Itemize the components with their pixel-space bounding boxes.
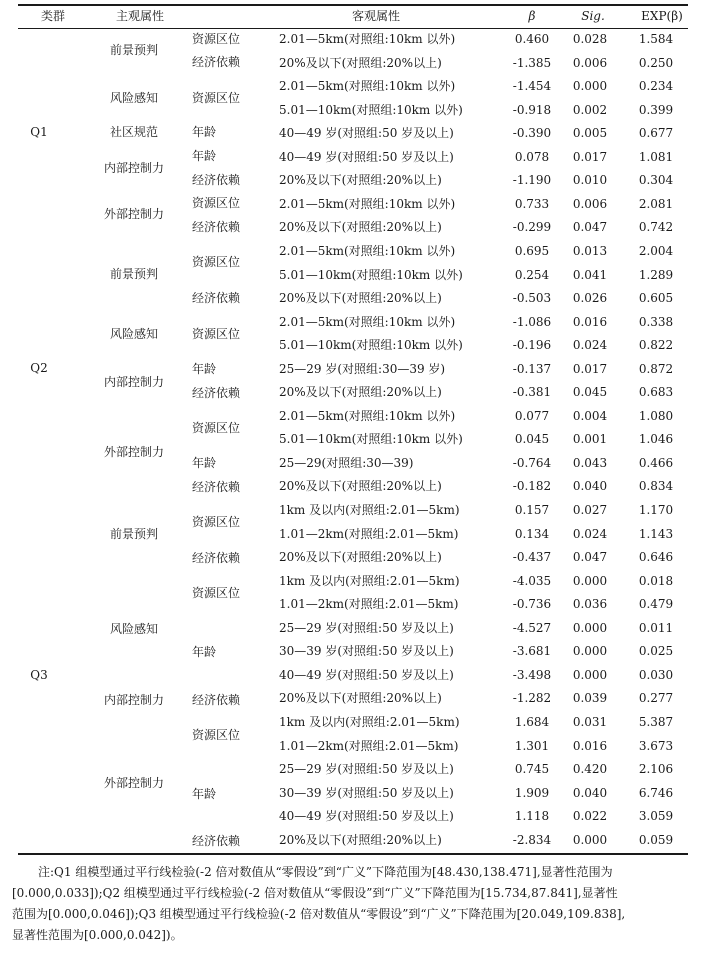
objective-attribute-group: 经济依赖	[192, 834, 241, 848]
header-cell: 客观属性	[351, 9, 400, 23]
sig-value: 0.017	[572, 149, 608, 164]
sig-value: 0.043	[572, 455, 608, 470]
objective-attribute-group: 经济依赖	[192, 386, 241, 400]
objective-attribute-group: 经济依赖	[192, 480, 241, 494]
objective-attribute-value: 20%及以下(对照组:20%以上)	[279, 55, 442, 70]
beta-value: 0.045	[514, 432, 550, 447]
beta-value: -0.390	[512, 126, 552, 141]
exp-beta-value: 3.059	[638, 809, 674, 824]
sig-value: 0.017	[572, 361, 608, 376]
sig-value: 0.006	[572, 55, 608, 70]
exp-beta-value: 5.387	[638, 714, 674, 729]
objective-attribute-value: 40—49 岁(对照组:50 岁及以上)	[279, 126, 454, 141]
sig-value: 0.000	[572, 644, 608, 659]
sig-value: 0.001	[572, 432, 608, 447]
note-line: 注:Q1 组模型通过平行线检验(-2 倍对数值从“零假设”到“广义”下降范围为[48.430,138.471],显著性范围为	[38, 865, 613, 879]
exp-beta-value: 1.081	[638, 149, 674, 164]
exp-beta-value: 1.170	[638, 503, 674, 517]
objective-attribute-value: 25—29 岁(对照组:30—39 岁)	[279, 361, 446, 376]
subjective-attribute: 外部控制力	[103, 207, 164, 221]
subjective-attribute: 前景预判	[109, 527, 158, 541]
sig-value: 0.002	[572, 102, 608, 117]
objective-attribute-value: 20%及以下(对照组:20%以上)	[279, 832, 442, 847]
exp-beta-value: 0.025	[638, 644, 674, 659]
objective-attribute-value: 1km 及以内(对照组:2.01—5km)	[279, 573, 460, 588]
note-line: [0.000,0.033]);Q2 组模型通过平行线检验(-2 倍对数值从“零假设”到“广义”下降范围为[15.734,87.841],显著性	[12, 886, 618, 900]
subjective-attribute: 内部控制力	[103, 693, 164, 707]
header-cell: 类群	[40, 9, 65, 23]
top-rule	[18, 4, 688, 6]
sig-value: 0.036	[572, 597, 608, 612]
cluster-label: Q3	[30, 668, 48, 682]
objective-attribute-group: 年龄	[192, 362, 217, 376]
objective-attribute-value: 25—29 岁(对照组:50 岁及以上)	[279, 762, 454, 777]
beta-value: -0.437	[512, 550, 552, 565]
objective-attribute-group: 资源区位	[192, 327, 241, 341]
beta-value: -1.385	[512, 55, 552, 70]
objective-attribute-value: 40—49 岁(对照组:50 岁及以上)	[279, 809, 454, 824]
beta-value: -0.182	[512, 479, 552, 494]
subjective-attribute: 风险感知	[109, 327, 158, 341]
sig-value: 0.047	[572, 220, 608, 235]
exp-beta-value: 2.081	[638, 196, 674, 211]
exp-beta-value: 0.677	[638, 126, 674, 141]
sig-value: 0.047	[572, 550, 608, 565]
objective-attribute-value: 2.01—5km(对照组:10km 以外)	[279, 314, 456, 329]
beta-value: 0.134	[514, 526, 550, 541]
objective-attribute-group: 经济依赖	[192, 693, 241, 707]
subjective-attribute: 前景预判	[109, 43, 158, 57]
beta-value: 0.254	[514, 267, 550, 282]
objective-attribute-value: 20%及以下(对照组:20%以上)	[279, 479, 442, 494]
objective-attribute-value: 1km 及以内(对照组:2.01—5km)	[279, 503, 460, 517]
objective-attribute-value: 2.01—5km(对照组:10km 以外)	[279, 243, 456, 258]
beta-value: 0.157	[514, 503, 550, 517]
beta-value: 0.460	[514, 32, 550, 46]
beta-value: -4.527	[512, 620, 552, 635]
sig-value: 0.039	[572, 691, 608, 706]
objective-attribute-group: 资源区位	[192, 728, 241, 742]
beta-value: -1.190	[512, 173, 552, 188]
objective-attribute-value: 20%及以下(对照组:20%以上)	[279, 291, 442, 306]
exp-beta-value: 2.106	[638, 762, 674, 777]
beta-value: -3.681	[512, 644, 552, 659]
exp-beta-value: 0.018	[638, 573, 674, 588]
cluster-label: Q2	[30, 361, 48, 375]
sig-value: 0.026	[572, 291, 608, 306]
objective-attribute-group: 年龄	[192, 456, 217, 470]
exp-beta-value: 0.030	[638, 667, 674, 682]
exp-beta-value: 0.234	[638, 79, 674, 94]
beta-value: -0.764	[512, 455, 552, 470]
exp-beta-value: 0.466	[638, 455, 674, 470]
exp-beta-value: 0.822	[638, 338, 674, 353]
objective-attribute-value: 20%及以下(对照组:20%以上)	[279, 550, 442, 565]
cluster-label: Q1	[30, 125, 48, 139]
objective-attribute-value: 2.01—5km(对照组:10km 以外)	[279, 408, 456, 423]
sig-value: 0.010	[572, 173, 608, 188]
objective-attribute-value: 5.01—10km(对照组:10km 以外)	[279, 338, 463, 353]
objective-attribute-group: 经济依赖	[192, 551, 241, 565]
objective-attribute-value: 5.01—10km(对照组:10km 以外)	[279, 102, 463, 117]
objective-attribute-group: 年龄	[192, 125, 217, 139]
beta-value: 0.078	[514, 149, 550, 164]
header-cell: β	[528, 9, 536, 23]
objective-attribute-value: 40—49 岁(对照组:50 岁及以上)	[279, 667, 454, 682]
sig-value: 0.004	[572, 408, 608, 423]
objective-attribute-value: 20%及以下(对照组:20%以上)	[279, 385, 442, 400]
objective-attribute-group: 资源区位	[192, 515, 241, 529]
beta-value: -0.137	[512, 361, 552, 376]
sig-value: 0.041	[572, 267, 608, 282]
beta-value: 1.301	[514, 738, 550, 753]
exp-beta-value: 1.143	[638, 526, 674, 541]
objective-attribute-value: 2.01—5km(对照组:10km 以外)	[279, 32, 456, 46]
header-rule	[18, 28, 688, 29]
exp-beta-value: 0.646	[638, 550, 674, 565]
beta-value: -0.381	[512, 385, 552, 400]
beta-value: 0.695	[514, 243, 550, 258]
beta-value: -1.086	[512, 314, 552, 329]
sig-value: 0.005	[572, 126, 608, 141]
note-line: 范围为[0.000,0.046]);Q3 组模型通过平行线检验(-2 倍对数值从“零假设”到“广义”下降范围为[20.049,109.838],	[12, 907, 626, 921]
sig-value: 0.000	[572, 573, 608, 588]
sig-value: 0.028	[572, 32, 608, 46]
objective-attribute-group: 资源区位	[192, 196, 241, 210]
objective-attribute-group: 资源区位	[192, 255, 241, 269]
objective-attribute-value: 1.01—2km(对照组:2.01—5km)	[279, 526, 459, 541]
exp-beta-value: 0.605	[638, 291, 674, 306]
beta-value: -3.498	[512, 667, 552, 682]
subjective-attribute: 外部控制力	[103, 776, 164, 790]
exp-beta-value: 0.683	[638, 385, 674, 400]
sig-value: 0.013	[572, 243, 608, 258]
beta-value: -0.736	[512, 597, 552, 612]
objective-attribute-value: 1km 及以内(对照组:2.01—5km)	[279, 714, 460, 729]
objective-attribute-group: 资源区位	[192, 421, 241, 435]
exp-beta-value: 0.011	[638, 620, 674, 635]
beta-value: 0.733	[514, 196, 550, 211]
objective-attribute-value: 2.01—5km(对照组:10km 以外)	[279, 196, 456, 211]
sig-value: 0.016	[572, 738, 608, 753]
beta-value: -4.035	[512, 573, 552, 588]
exp-beta-value: 0.834	[638, 479, 674, 494]
objective-attribute-value: 30—39 岁(对照组:50 岁及以上)	[279, 785, 454, 800]
objective-attribute-group: 资源区位	[192, 91, 241, 105]
sig-value: 0.031	[572, 714, 608, 729]
exp-beta-value: 0.742	[638, 220, 674, 235]
sig-value: 0.000	[572, 620, 608, 635]
header-cell: EXP(β)	[641, 9, 683, 23]
subjective-attribute: 风险感知	[109, 622, 158, 636]
bottom-rule	[18, 853, 688, 855]
beta-value: 1.684	[514, 714, 550, 729]
objective-attribute-group: 经济依赖	[192, 55, 241, 69]
objective-attribute-value: 5.01—10km(对照组:10km 以外)	[279, 267, 463, 282]
beta-value: 1.118	[514, 809, 550, 824]
beta-value: 0.745	[514, 762, 550, 777]
subjective-attribute: 内部控制力	[103, 375, 164, 389]
subjective-attribute: 外部控制力	[103, 445, 164, 459]
sig-value: 0.045	[572, 385, 608, 400]
exp-beta-value: 1.080	[638, 408, 674, 423]
sig-value: 0.027	[572, 503, 608, 517]
objective-attribute-group: 年龄	[192, 149, 217, 163]
objective-attribute-group: 资源区位	[192, 32, 241, 46]
beta-value: -2.834	[512, 832, 552, 847]
objective-attribute-group: 经济依赖	[192, 220, 241, 234]
objective-attribute-value: 30—39 岁(对照组:50 岁及以上)	[279, 644, 454, 659]
beta-value: 0.077	[514, 408, 550, 423]
table-note	[12, 862, 690, 946]
exp-beta-value: 0.872	[638, 361, 674, 376]
note-line: 显著性范围为[0.000,0.042])。	[12, 928, 183, 942]
subjective-attribute: 前景预判	[109, 267, 158, 281]
sig-value: 0.000	[572, 79, 608, 94]
exp-beta-value: 1.584	[638, 32, 674, 46]
sig-value: 0.040	[572, 785, 608, 800]
exp-beta-value: 1.289	[638, 267, 674, 282]
objective-attribute-group: 资源区位	[192, 586, 241, 600]
subjective-attribute: 社区规范	[109, 125, 158, 139]
objective-attribute-group: 年龄	[192, 787, 217, 801]
exp-beta-value: 2.004	[638, 243, 674, 258]
beta-value: -0.299	[512, 220, 552, 235]
beta-value: -0.918	[512, 102, 552, 117]
header-cell: Sig.	[581, 9, 605, 23]
exp-beta-value: 0.338	[638, 314, 674, 329]
subjective-attribute: 风险感知	[109, 91, 158, 105]
sig-value: 0.420	[572, 762, 608, 777]
header-cell: 主观属性	[115, 9, 164, 23]
beta-value: -1.282	[512, 691, 552, 706]
objective-attribute-value: 40—49 岁(对照组:50 岁及以上)	[279, 149, 454, 164]
exp-beta-value: 1.046	[638, 432, 674, 447]
beta-value: -0.196	[512, 338, 552, 353]
objective-attribute-group: 经济依赖	[192, 173, 241, 187]
exp-beta-value: 0.277	[638, 691, 674, 706]
objective-attribute-value: 20%及以下(对照组:20%以上)	[279, 173, 442, 188]
sig-value: 0.024	[572, 338, 608, 353]
objective-attribute-value: 25—29 岁(对照组:50 岁及以上)	[279, 620, 454, 635]
sig-value: 0.006	[572, 196, 608, 211]
sig-value: 0.024	[572, 526, 608, 541]
objective-attribute-value: 5.01—10km(对照组:10km 以外)	[279, 432, 463, 447]
beta-value: -1.454	[512, 79, 552, 94]
objective-attribute-group: 年龄	[192, 645, 217, 659]
sig-value: 0.000	[572, 667, 608, 682]
sig-value: 0.022	[572, 809, 608, 824]
objective-attribute-value: 1.01—2km(对照组:2.01—5km)	[279, 738, 459, 753]
objective-attribute-group: 经济依赖	[192, 291, 241, 305]
objective-attribute-value: 20%及以下(对照组:20%以上)	[279, 220, 442, 235]
exp-beta-value: 0.059	[638, 832, 674, 847]
objective-attribute-value: 1.01—2km(对照组:2.01—5km)	[279, 597, 459, 612]
exp-beta-value: 3.673	[638, 738, 674, 753]
objective-attribute-value: 25—29(对照组:30—39)	[279, 455, 414, 470]
objective-attribute-value: 2.01—5km(对照组:10km 以外)	[279, 79, 456, 94]
subjective-attribute: 内部控制力	[103, 161, 164, 175]
sig-value: 0.016	[572, 314, 608, 329]
exp-beta-value: 0.399	[638, 102, 674, 117]
exp-beta-value: 0.250	[638, 55, 674, 70]
sig-value: 0.000	[572, 832, 608, 847]
beta-value: -0.503	[512, 291, 552, 306]
sig-value: 0.040	[572, 479, 608, 494]
exp-beta-value: 0.479	[638, 597, 674, 612]
exp-beta-value: 6.746	[638, 785, 674, 800]
objective-attribute-value: 20%及以下(对照组:20%以上)	[279, 691, 442, 706]
beta-value: 1.909	[514, 785, 550, 800]
exp-beta-value: 0.304	[638, 173, 674, 188]
